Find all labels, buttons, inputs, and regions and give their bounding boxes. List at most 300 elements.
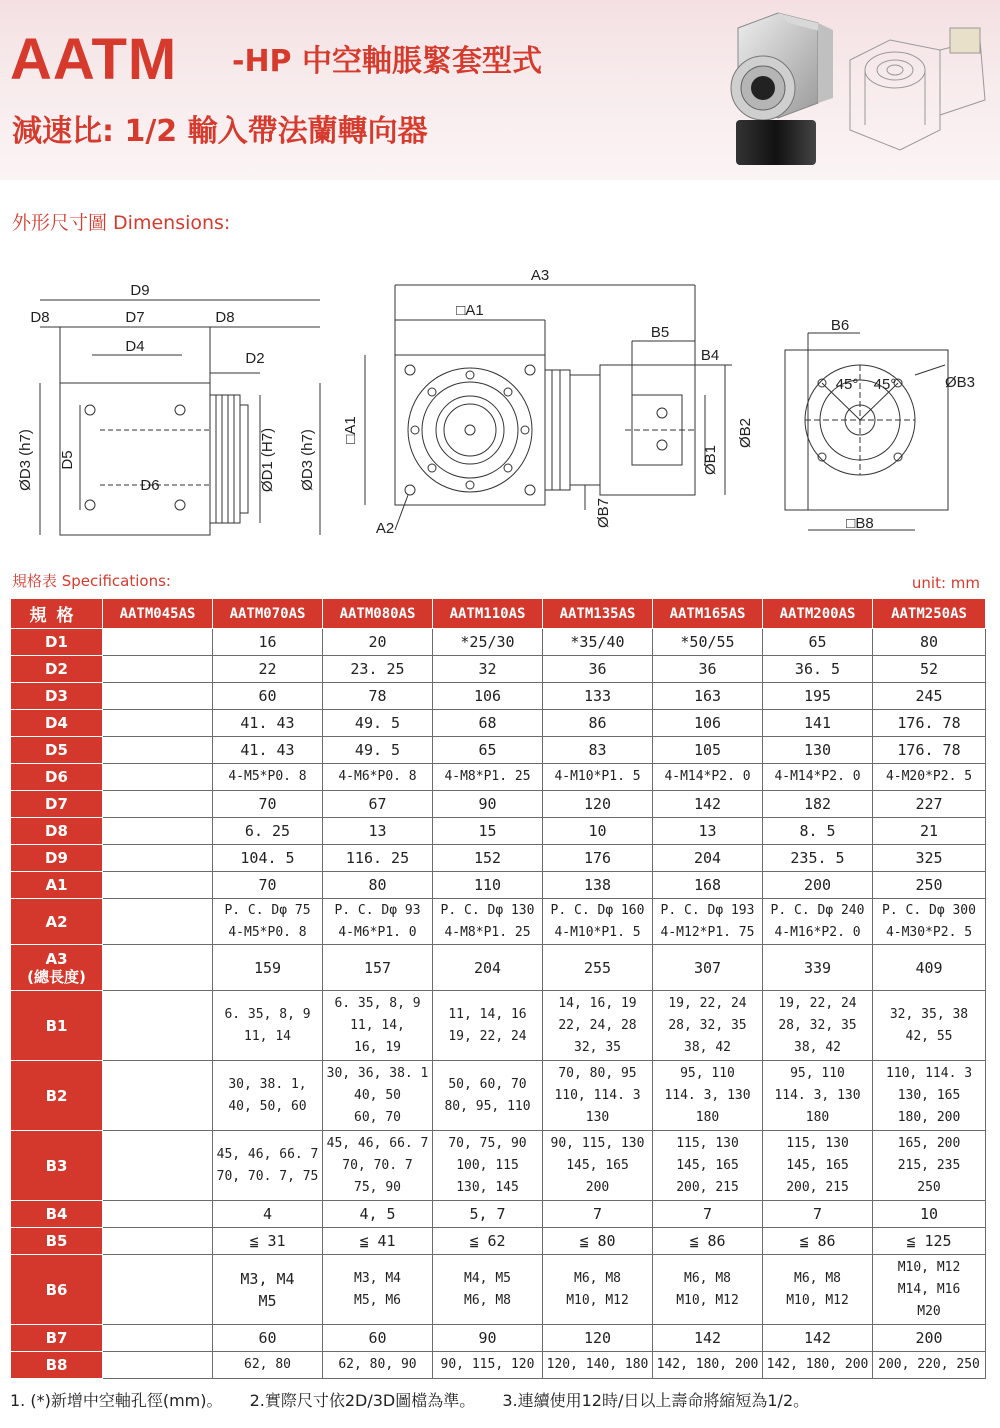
table-row (11, 818, 986, 845)
cell-line: M5, M6 (354, 1292, 401, 1308)
table-cell (433, 764, 543, 791)
table-cell (103, 899, 213, 945)
table-cell (763, 656, 873, 683)
row-label (11, 656, 103, 683)
label-d4: D4 (125, 338, 145, 355)
table-cell (653, 683, 763, 710)
table-cell (103, 737, 213, 764)
cell-line: 176 (583, 849, 612, 867)
cell-line: 60 (258, 687, 277, 705)
table-cell (543, 629, 653, 656)
table-row (11, 991, 986, 1061)
cell-line: 7 (702, 1205, 713, 1223)
cell-line: 30, 38. 1, (228, 1076, 307, 1092)
cell-line: 4-M14*P2. 0 (774, 769, 861, 784)
table-cell (213, 845, 323, 872)
cell-line: 80 (368, 876, 387, 894)
table-cell (103, 872, 213, 899)
table-cell (213, 1255, 323, 1325)
cell-line: M10, M12 (786, 1292, 849, 1308)
cell-line: 4-M8*P1. 25 (444, 769, 531, 784)
row-label (11, 872, 103, 899)
cell-line: 28, 32, 35 (668, 1017, 747, 1033)
cell-line: 16, 19 (354, 1039, 401, 1055)
table-cell (763, 1325, 873, 1352)
table-cell (323, 845, 433, 872)
cell-line: 200, 215 (786, 1179, 849, 1195)
cell-line: 41. 43 (240, 741, 295, 759)
cell-line: P. C. Dφ 93 (334, 902, 421, 918)
cell-line: 16 (258, 633, 277, 651)
row-label-line: B3 (45, 1156, 68, 1175)
cell-line: 195 (803, 687, 832, 705)
table-cell (763, 1131, 873, 1201)
table-header-row (11, 599, 986, 629)
cell-line: 200, 215 (676, 1179, 739, 1195)
table-cell (433, 1255, 543, 1325)
row-label (11, 991, 103, 1061)
table-cell (653, 1201, 763, 1228)
table-cell (323, 1255, 433, 1325)
row-label-line: A2 (45, 912, 68, 931)
cell-line: 4-M14*P2. 0 (664, 769, 751, 784)
label-d6: D6 (140, 477, 160, 494)
row-label-line: D8 (45, 822, 68, 840)
cell-line: 115, 130 (676, 1135, 739, 1151)
cell-line: 4-M30*P2. 5 (885, 924, 973, 940)
table-cell (653, 1131, 763, 1201)
table-cell (433, 683, 543, 710)
dimensions-section-label: 外形尺寸圖 Dimensions: (12, 212, 231, 234)
cell-line: 200, 220, 250 (878, 1357, 980, 1372)
table-cell (213, 656, 323, 683)
cell-line: 176. 78 (897, 741, 961, 759)
row-label (11, 818, 103, 845)
cell-line: 13 (368, 822, 387, 840)
table-row (11, 764, 986, 791)
table-cell (323, 764, 433, 791)
cell-line: 8. 5 (799, 822, 836, 840)
cell-line: P. C. Dφ 193 (660, 902, 755, 918)
table-cell (433, 945, 543, 991)
row-label-line: B2 (45, 1086, 68, 1105)
table-cell (653, 764, 763, 791)
table-cell (433, 1228, 543, 1255)
cell-line: 36 (698, 660, 717, 678)
label-a1-side: □A1 (342, 416, 359, 444)
row-label-line: D6 (45, 768, 68, 786)
label-b7: ØB7 (595, 497, 612, 529)
label-d1: ØD1 (H7) (259, 427, 276, 493)
table-cell (543, 764, 653, 791)
row-label-line: B4 (45, 1205, 68, 1223)
cell-line: 60, 70 (354, 1109, 401, 1125)
row-label (11, 710, 103, 737)
table-cell (103, 845, 213, 872)
table-row (11, 1228, 986, 1255)
cell-line: ≦ 80 (579, 1232, 616, 1250)
label-b6: B6 (830, 317, 850, 334)
cell-line: *25/30 (460, 633, 515, 651)
cell-line: 70, 75, 90 (448, 1135, 527, 1151)
cell-line: 245 (915, 687, 943, 705)
specifications-label: 規格表 Specifications: (12, 572, 171, 590)
cell-line: P. C. Dφ 240 (770, 902, 865, 918)
cell-line: 409 (915, 958, 943, 977)
table-cell (653, 710, 763, 737)
cell-line: 4-M12*P1. 75 (660, 924, 755, 940)
cell-line: 15 (478, 822, 497, 840)
table-cell (873, 845, 986, 872)
cell-line: 182 (803, 795, 832, 813)
table-cell (763, 899, 873, 945)
table-cell (873, 818, 986, 845)
page-title: AATM (10, 27, 178, 92)
cell-line: 165, 200 (897, 1135, 961, 1151)
cell-line: M14, M16 (897, 1281, 961, 1297)
cell-line: 114. 3, 130 (664, 1087, 751, 1103)
table-cell (433, 872, 543, 899)
cell-line: ≦ 31 (249, 1232, 286, 1250)
table-cell (763, 1061, 873, 1131)
row-label (11, 791, 103, 818)
cell-line: 180, 200 (897, 1109, 961, 1125)
table-cell (323, 1061, 433, 1131)
specifications-table (10, 598, 986, 1379)
cell-line: 90, 115, 130 (550, 1135, 645, 1151)
cell-line: 180 (695, 1109, 720, 1125)
row-label (11, 1352, 103, 1379)
cell-line: 142, 180, 200 (656, 1357, 759, 1372)
table-cell (653, 1061, 763, 1131)
cell-line: 115, 130 (786, 1135, 849, 1151)
label-b4: B4 (700, 347, 720, 364)
table-row (11, 710, 986, 737)
label-b2: ØB2 (737, 417, 754, 449)
table-cell (543, 1325, 653, 1352)
table-cell (323, 791, 433, 818)
cell-line: M3, M4 (354, 1270, 401, 1286)
table-cell (103, 1131, 213, 1201)
cell-line: 38, 42 (794, 1039, 841, 1055)
cell-line: 70 (258, 876, 277, 894)
row-label (11, 1131, 103, 1201)
table-cell (653, 872, 763, 899)
table-cell (433, 656, 543, 683)
table-row (11, 737, 986, 764)
cell-line: 4 (262, 1205, 273, 1223)
cell-line: 86 (588, 714, 607, 732)
table-cell (763, 945, 873, 991)
table-cell (873, 872, 986, 899)
cell-line: P. C. Dφ 130 (440, 902, 535, 918)
row-label-line: (總長度) (27, 967, 86, 986)
table-cell (653, 945, 763, 991)
cell-line: 200 (585, 1179, 610, 1195)
row-label-line: D7 (45, 795, 68, 813)
row-label-line: B7 (45, 1329, 68, 1347)
cell-line: 235. 5 (790, 849, 845, 867)
row-label-line: D1 (45, 633, 68, 651)
table-cell (323, 629, 433, 656)
cell-line: ≦ 41 (359, 1232, 396, 1250)
table-cell (763, 764, 873, 791)
table-cell (763, 845, 873, 872)
cell-line: *50/55 (680, 633, 735, 651)
table-cell (213, 945, 323, 991)
table-cell (543, 710, 653, 737)
cell-line: 50, 60, 70 (448, 1076, 527, 1092)
row-label-line: B6 (45, 1280, 68, 1299)
cell-line: M10, M12 (566, 1292, 629, 1308)
cell-line: 152 (473, 849, 502, 867)
cell-line: 70, 70. 7 (342, 1157, 413, 1173)
table-cell (763, 791, 873, 818)
cell-line: 204 (693, 849, 722, 867)
table-cell (213, 872, 323, 899)
table-cell (873, 1325, 986, 1352)
cell-line: 100, 115 (456, 1157, 519, 1173)
table-cell (213, 629, 323, 656)
cell-line: 40, 50 (354, 1087, 401, 1103)
table-cell (543, 818, 653, 845)
cell-line: 163 (693, 687, 722, 705)
label-b1: ØB1 (702, 444, 719, 476)
label-b3: ØB3 (944, 374, 976, 391)
cell-line: 4-M5*P0. 8 (228, 769, 307, 784)
table-cell (323, 818, 433, 845)
table-cell (103, 791, 213, 818)
row-label (11, 945, 103, 991)
table-cell (873, 737, 986, 764)
table-cell (543, 899, 653, 945)
table-cell (873, 1228, 986, 1255)
cell-line: 4, 5 (359, 1205, 396, 1223)
table-cell (653, 899, 763, 945)
model-header: AATM045AS (103, 599, 213, 629)
row-label-line: D3 (45, 687, 68, 705)
cell-line: 7 (812, 1205, 823, 1223)
table-row (11, 1061, 986, 1131)
cell-line: 168 (693, 876, 722, 894)
table-cell (103, 1255, 213, 1325)
table-row (11, 1325, 986, 1352)
table-cell (653, 1352, 763, 1379)
cell-line: 200 (915, 1329, 943, 1347)
cell-line: 145, 165 (676, 1157, 739, 1173)
table-cell (653, 656, 763, 683)
page-subtitle: 減速比: 1/2 輸入帶法蘭轉向器 (12, 114, 428, 149)
table-cell (653, 845, 763, 872)
cell-line: 104. 5 (240, 849, 295, 867)
model-header: AATM070AS (213, 599, 323, 629)
row-label (11, 764, 103, 791)
row-label-line: D9 (45, 849, 68, 867)
label-angle-2: 45° (873, 376, 897, 393)
table-cell (213, 791, 323, 818)
cell-line: 65 (808, 633, 827, 651)
cell-line: 62, 80, 90 (338, 1357, 417, 1372)
cell-line: 32 (478, 660, 497, 678)
table-cell (873, 656, 986, 683)
table-cell (873, 1061, 986, 1131)
cell-line: 10 (588, 822, 607, 840)
cell-line: 83 (588, 741, 607, 759)
cell-line: 180 (805, 1109, 830, 1125)
cell-line: 130 (585, 1109, 610, 1125)
cell-line: 90, 115, 120 (440, 1357, 535, 1372)
table-cell (543, 1061, 653, 1131)
cell-line: M3, M4 (240, 1269, 295, 1288)
cell-line: 4-M10*P1. 5 (554, 769, 641, 784)
row-label-line: A1 (45, 876, 68, 894)
cell-line: 130 (803, 741, 832, 759)
cell-line: 4-M16*P2. 0 (774, 924, 861, 940)
cell-line: 142 (693, 1329, 722, 1347)
cell-line: 45, 46, 66. 7 (216, 1146, 319, 1162)
table-cell (873, 710, 986, 737)
label-b8: □B8 (846, 515, 874, 532)
cell-line: 32, 35 (574, 1039, 621, 1055)
table-cell (433, 629, 543, 656)
cell-line: 142, 180, 200 (766, 1357, 869, 1372)
cell-line: 114. 3, 130 (774, 1087, 861, 1103)
cell-line: ≦ 86 (689, 1232, 726, 1250)
row-label (11, 1255, 103, 1325)
table-cell (543, 656, 653, 683)
table-cell (543, 991, 653, 1061)
cell-line: 130, 145 (456, 1179, 519, 1195)
cell-line: 4-M8*P1. 25 (444, 924, 531, 940)
cell-line: 20 (368, 633, 387, 651)
cell-line: 4-M10*P1. 5 (554, 924, 641, 940)
table-cell (543, 1131, 653, 1201)
table-cell (653, 737, 763, 764)
table-cell (763, 710, 873, 737)
cell-line: P. C. Dφ 75 (224, 902, 311, 918)
label-d3-right: ØD3 (h7) (299, 429, 316, 491)
label-d5: D5 (59, 450, 76, 470)
cell-line: 19, 22, 24 (668, 995, 747, 1011)
table-cell (213, 683, 323, 710)
cell-line: M6, M8 (684, 1270, 731, 1286)
cell-line: *35/40 (570, 633, 625, 651)
table-cell (873, 764, 986, 791)
cell-line: 6. 35, 8, 9 (224, 1006, 311, 1022)
table-cell (763, 1352, 873, 1379)
cell-line: 95, 110 (790, 1065, 845, 1081)
cell-line: 120 (583, 1329, 612, 1347)
cell-line: 105 (693, 741, 722, 759)
table-row (11, 683, 986, 710)
table-cell (103, 764, 213, 791)
table-cell (873, 991, 986, 1061)
table-cell (213, 1325, 323, 1352)
cell-line: 52 (919, 660, 939, 678)
label-d8-left: D8 (30, 309, 50, 326)
table-cell (103, 629, 213, 656)
table-cell (213, 764, 323, 791)
table-row (11, 1131, 986, 1201)
cell-line: M5 (258, 1291, 277, 1310)
cell-line: 157 (363, 958, 392, 977)
label-b5: B5 (650, 324, 670, 341)
table-row (11, 845, 986, 872)
cell-line: 95, 110 (680, 1065, 735, 1081)
table-cell (653, 991, 763, 1061)
table-cell (433, 899, 543, 945)
cell-line: 19, 22, 24 (778, 995, 857, 1011)
table-cell (763, 629, 873, 656)
cell-line: 36 (588, 660, 607, 678)
cell-line: 120, 140, 180 (546, 1357, 649, 1372)
model-header: AATM200AS (763, 599, 873, 629)
model-header: AATM135AS (543, 599, 653, 629)
table-cell (543, 1352, 653, 1379)
cell-line: ≦ 86 (799, 1232, 836, 1250)
cell-line: 45, 46, 66. 7 (326, 1135, 429, 1151)
label-a3: A3 (530, 267, 550, 284)
cell-line: 6. 25 (244, 822, 291, 840)
cell-line: 11, 14, (350, 1017, 405, 1033)
table-cell (763, 818, 873, 845)
cell-line: 6. 35, 8, 9 (334, 995, 421, 1011)
table-cell (433, 818, 543, 845)
product-photo (718, 8, 838, 168)
cell-line: 13 (698, 822, 717, 840)
footnotes (10, 1388, 990, 1411)
cell-line: 14, 16, 19 (558, 995, 637, 1011)
table-cell (323, 1201, 433, 1228)
dimensions-drawing (0, 255, 1000, 555)
table-cell (103, 1228, 213, 1255)
table-cell (763, 991, 873, 1061)
row-label (11, 737, 103, 764)
cell-line: 116. 25 (345, 849, 410, 867)
cell-line: 42, 55 (905, 1028, 953, 1044)
table-cell (433, 1352, 543, 1379)
cell-line: P. C. Dφ 160 (550, 902, 645, 918)
table-cell (763, 737, 873, 764)
table-cell (543, 1255, 653, 1325)
label-a1-top: □A1 (456, 302, 484, 319)
table-cell (653, 1325, 763, 1352)
cell-line: 22 (258, 660, 277, 678)
cell-line: 141 (803, 714, 832, 732)
cell-line: 142 (803, 1329, 832, 1347)
table-cell (213, 710, 323, 737)
table-row (11, 899, 986, 945)
table-row (11, 629, 986, 656)
table-row (11, 656, 986, 683)
row-label (11, 1061, 103, 1131)
cell-line: 23. 25 (350, 660, 405, 678)
cell-line: 255 (583, 958, 612, 977)
cell-line: 70, 70. 7, 75 (216, 1168, 319, 1184)
table-cell (103, 945, 213, 991)
cell-line: M4, M5 (464, 1270, 511, 1286)
page-title-suffix: -HP 中空軸脹緊套型式 (232, 44, 542, 79)
cell-line: 4-M5*P0. 8 (228, 924, 307, 940)
cell-line: 90 (478, 1329, 497, 1347)
table-cell (653, 1228, 763, 1255)
row-label (11, 1228, 103, 1255)
table-cell (873, 1352, 986, 1379)
footnote-2: 2.實際尺寸依2D/3D圖檔為準。 (249, 1391, 476, 1410)
cell-line: 5, 7 (469, 1205, 506, 1223)
cell-line: 30, 36, 38. 1 (326, 1065, 429, 1081)
cell-line: 70, 80, 95 (558, 1065, 637, 1081)
